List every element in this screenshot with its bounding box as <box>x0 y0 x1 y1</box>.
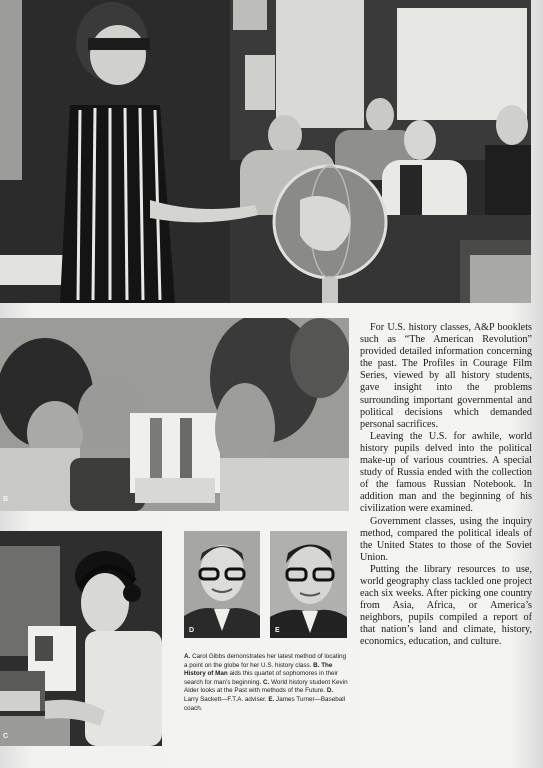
caption-e-text: James Turner—Baseball coach. <box>184 695 345 712</box>
caption-c-text: World history student Kevin Alder looks at the Past with methods of the Future. <box>184 678 348 695</box>
photo-headphones-student <box>0 531 162 746</box>
photo-globe-demonstration <box>0 0 531 303</box>
photo-caption <box>184 653 348 713</box>
caption-a-text: Carol Gibbs demonstrates her latest method of locating a point on the globe for her U.S. history class. <box>184 653 347 669</box>
photo-letter-e: E <box>275 627 280 634</box>
paragraph-government: Government classes, using the inquiry method, compared the political ideals of the United States to those of the Soviet Union. <box>360 515 532 563</box>
photo-letter-d: D <box>189 627 195 634</box>
paragraph-us-history: For U.S. history classes, A&P booklets such as “The American Revolution” provided detailed information concerning the past. The Profiles in Courage Film Series, viewed by all history students, gave insight into the problems surrounding important governmental and political decisions which demanded personal sacrifices. <box>360 322 532 430</box>
photo-letter-c: C <box>3 733 9 740</box>
article-body <box>360 322 532 649</box>
photo-letter-b: B <box>3 496 9 503</box>
caption-d-lead: D. <box>326 687 334 695</box>
paragraph-world-history: Leaving the U.S. for awhile, world history pupils delved into the political make-up of various countries. A special study of Russia ended with the collection of the famous Russian Notebook. In addition man and the beginning of his civilization were examined. <box>360 430 532 515</box>
caption-d-text: Larry Sackett—F.T.A. adviser. <box>184 695 267 703</box>
caption-b-text: aids this quartet of sophomores in their search for man’s beginning. <box>184 670 338 686</box>
portrait-james-turner <box>270 531 347 638</box>
portrait-larry-sackett <box>184 531 260 638</box>
photo-history-of-man <box>0 318 349 511</box>
caption-e-lead: E. <box>268 695 275 703</box>
caption-c-lead: C. <box>263 678 270 686</box>
caption-b-lead: B. The History of Man <box>184 661 333 678</box>
paragraph-world-geography: Putting the library resources to use, world geography class tackled one project each six weeks. After picking one country from Asia, Africa, or America’s neighbors, pupils compiled a report of that nation’s land and climate, history, economics, education, and culture. <box>360 563 532 648</box>
caption-a-lead: A. <box>184 653 191 660</box>
